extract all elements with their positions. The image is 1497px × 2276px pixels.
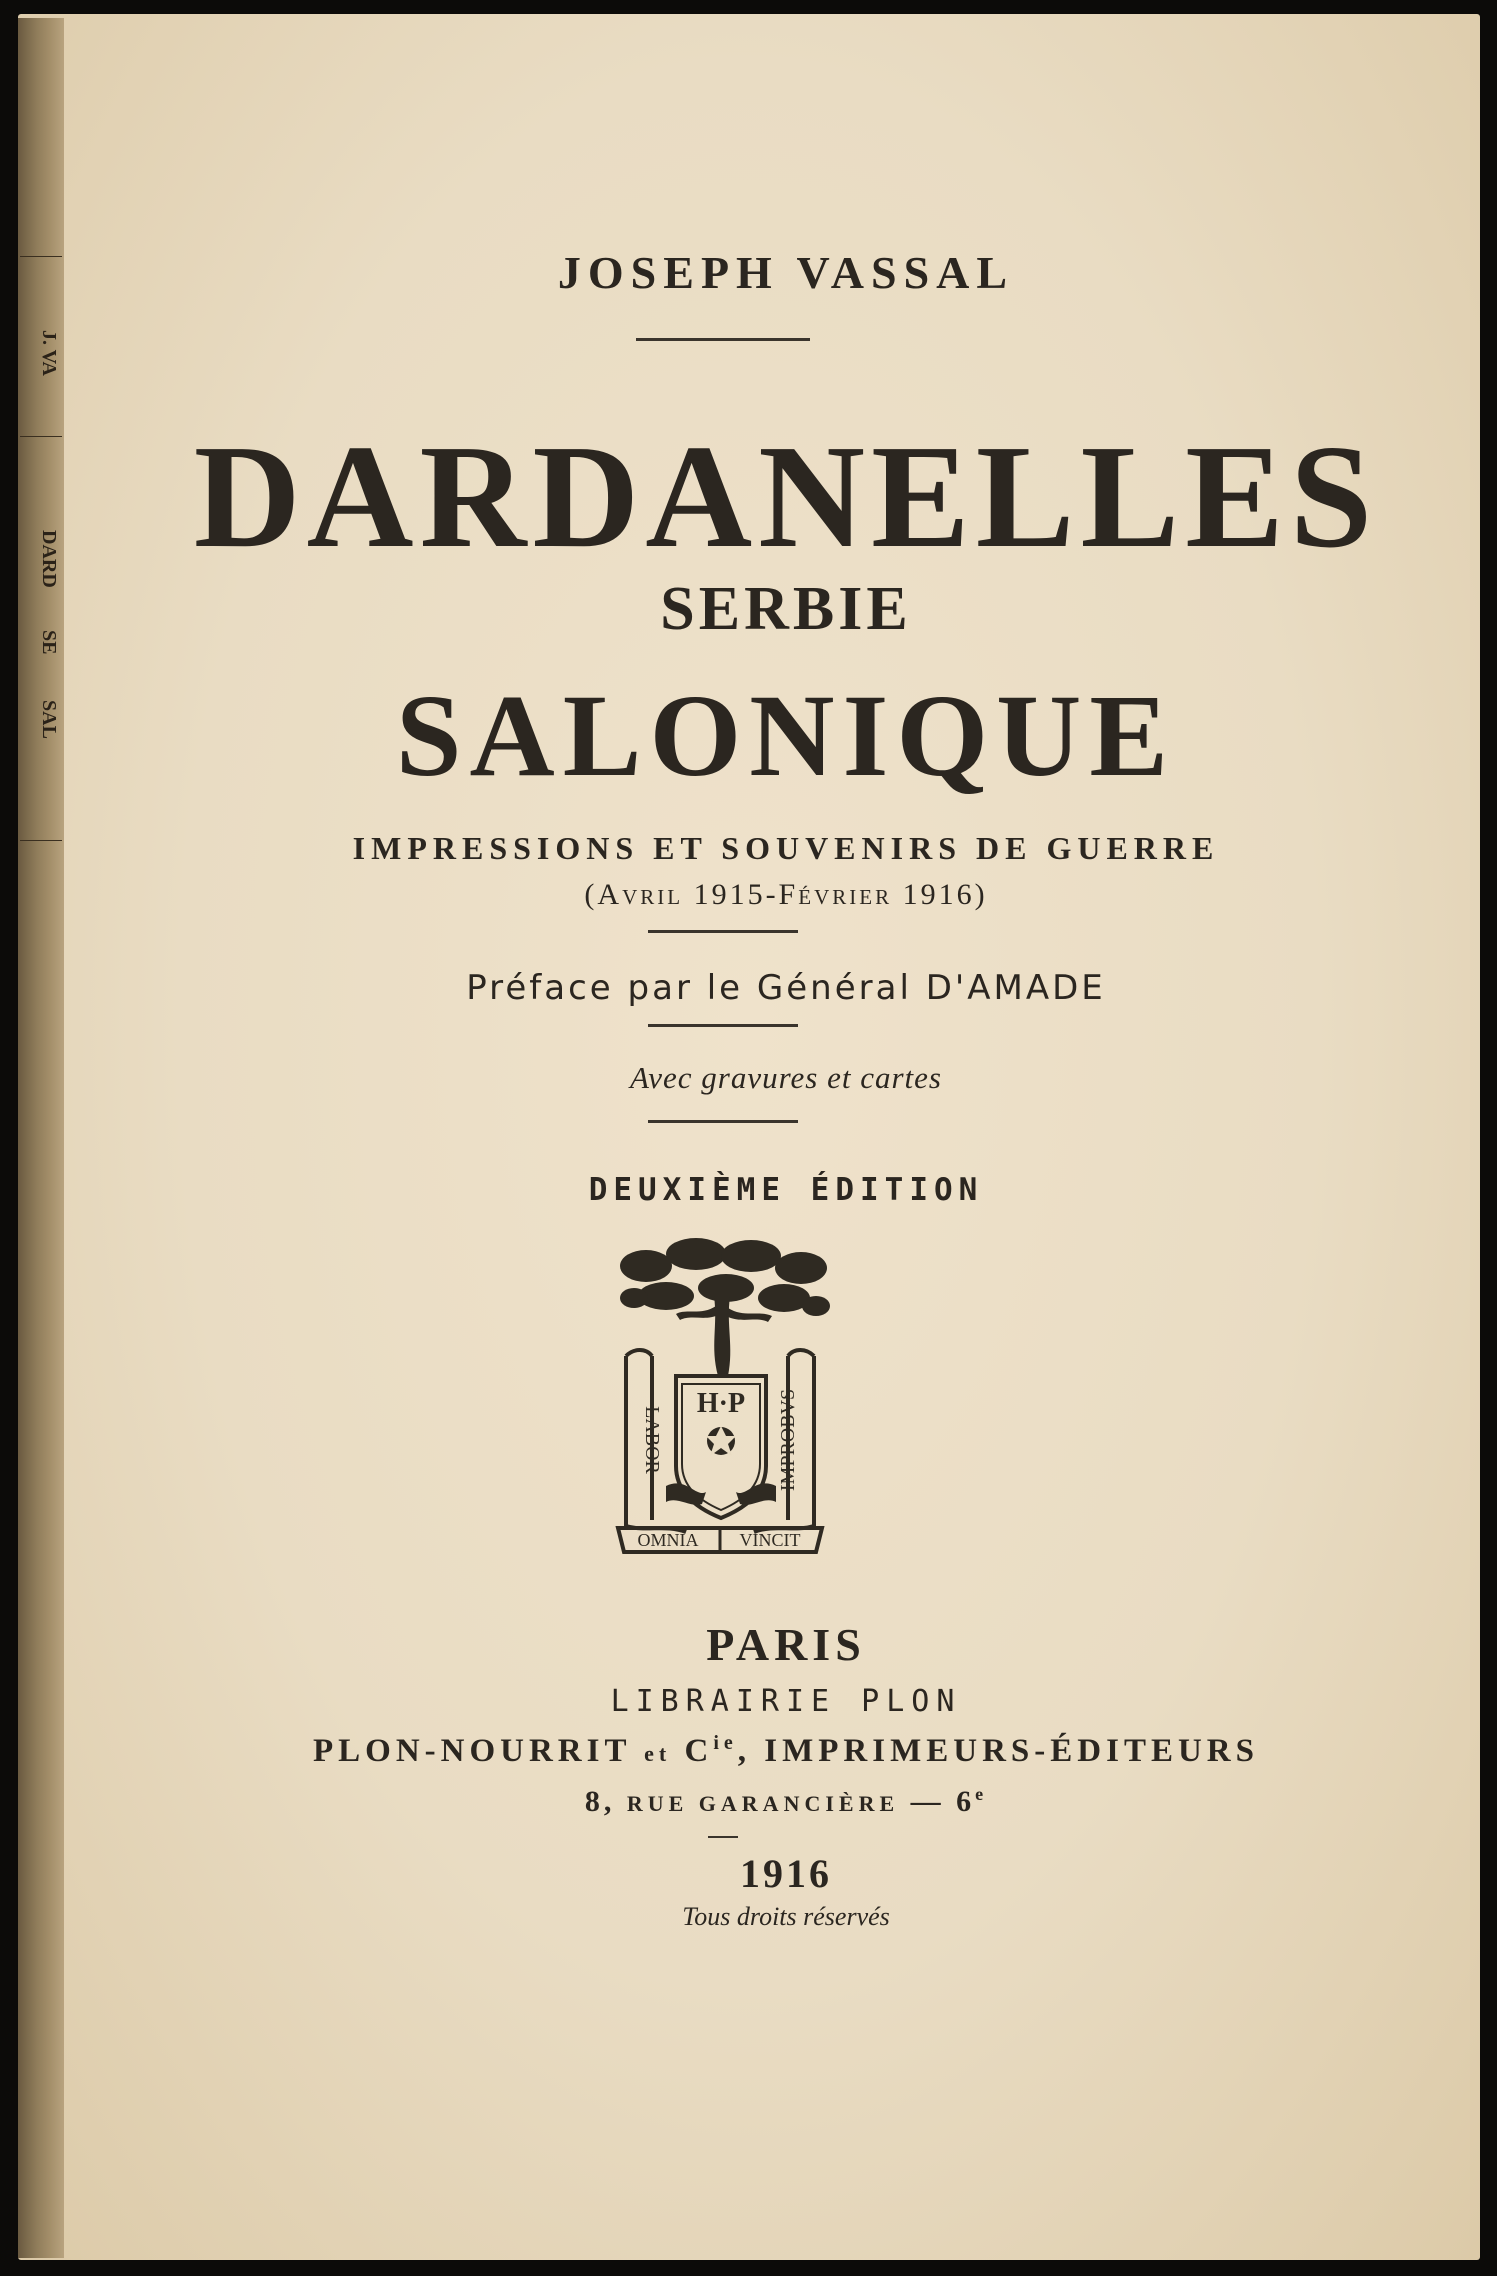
divider-rule <box>648 930 798 933</box>
publisher-ci: C <box>684 1733 714 1769</box>
date-range: (Avril 1915-Février 1916) <box>584 878 988 911</box>
cover-page <box>66 14 1480 2260</box>
printer-mark-motto-left: LABOR <box>641 1406 663 1474</box>
address-dash: — <box>910 1785 945 1818</box>
address-street: RUE GARANCIÈRE <box>626 1791 900 1816</box>
illustrations-note: Avec gravures et cartes <box>630 1060 942 1095</box>
spine-divider <box>20 840 62 841</box>
address-arrondissement: 6 <box>956 1785 976 1818</box>
title-third: SALONIQUE <box>395 670 1177 801</box>
divider-rule <box>636 338 810 341</box>
author-name: JOSEPH VASSAL <box>557 247 1015 298</box>
spine-author: J. VA <box>38 330 60 376</box>
printer-mark-emblem <box>606 1236 834 1566</box>
address-sup: e <box>975 1784 988 1804</box>
printer-mark-motto-bottom-left: OMNIA <box>637 1530 699 1550</box>
divider-rule <box>648 1120 798 1123</box>
imprint-year: 1916 <box>740 1851 832 1896</box>
preface-credit: Préface par le Général D'AMADE <box>466 968 1106 1008</box>
edition-label: DEUXIÈME ÉDITION <box>588 1172 984 1208</box>
publisher-name: PLON-NOURRIT <box>312 1733 631 1769</box>
spine-title-third: SAL <box>38 700 60 739</box>
printer-mark-motto-right: IMPROBVS <box>777 1388 799 1492</box>
rights-notice: Tous droits réservés <box>682 1902 890 1931</box>
imprint-address <box>66 1784 1497 1819</box>
spine-title-second: SE <box>38 630 60 655</box>
spine-title: DARD <box>38 530 60 588</box>
subtitle: IMPRESSIONS ET SOUVENIRS DE GUERRE <box>352 830 1220 866</box>
printer-mark-initials: H·P <box>696 1388 746 1419</box>
imprint-city: PARIS <box>706 1619 866 1670</box>
publisher-et: et <box>644 1741 672 1766</box>
imprint-librairie: LIBRAIRIE PLON <box>610 1684 962 1719</box>
imprint-publisher <box>66 1732 1497 1770</box>
printer-mark-motto-bottom-right: VINCIT <box>739 1530 801 1550</box>
title-main: DARDANELLES <box>193 415 1379 579</box>
address-number: 8, <box>584 1785 616 1818</box>
divider-rule <box>708 1836 738 1838</box>
title-second: SERBIE <box>660 575 912 643</box>
divider-rule <box>648 1024 798 1027</box>
publisher-ie: ie <box>713 1732 738 1754</box>
spine-divider <box>20 436 62 437</box>
publisher-role: , IMPRIMEURS-ÉDITEURS <box>737 1733 1259 1769</box>
spine-divider <box>20 256 62 257</box>
